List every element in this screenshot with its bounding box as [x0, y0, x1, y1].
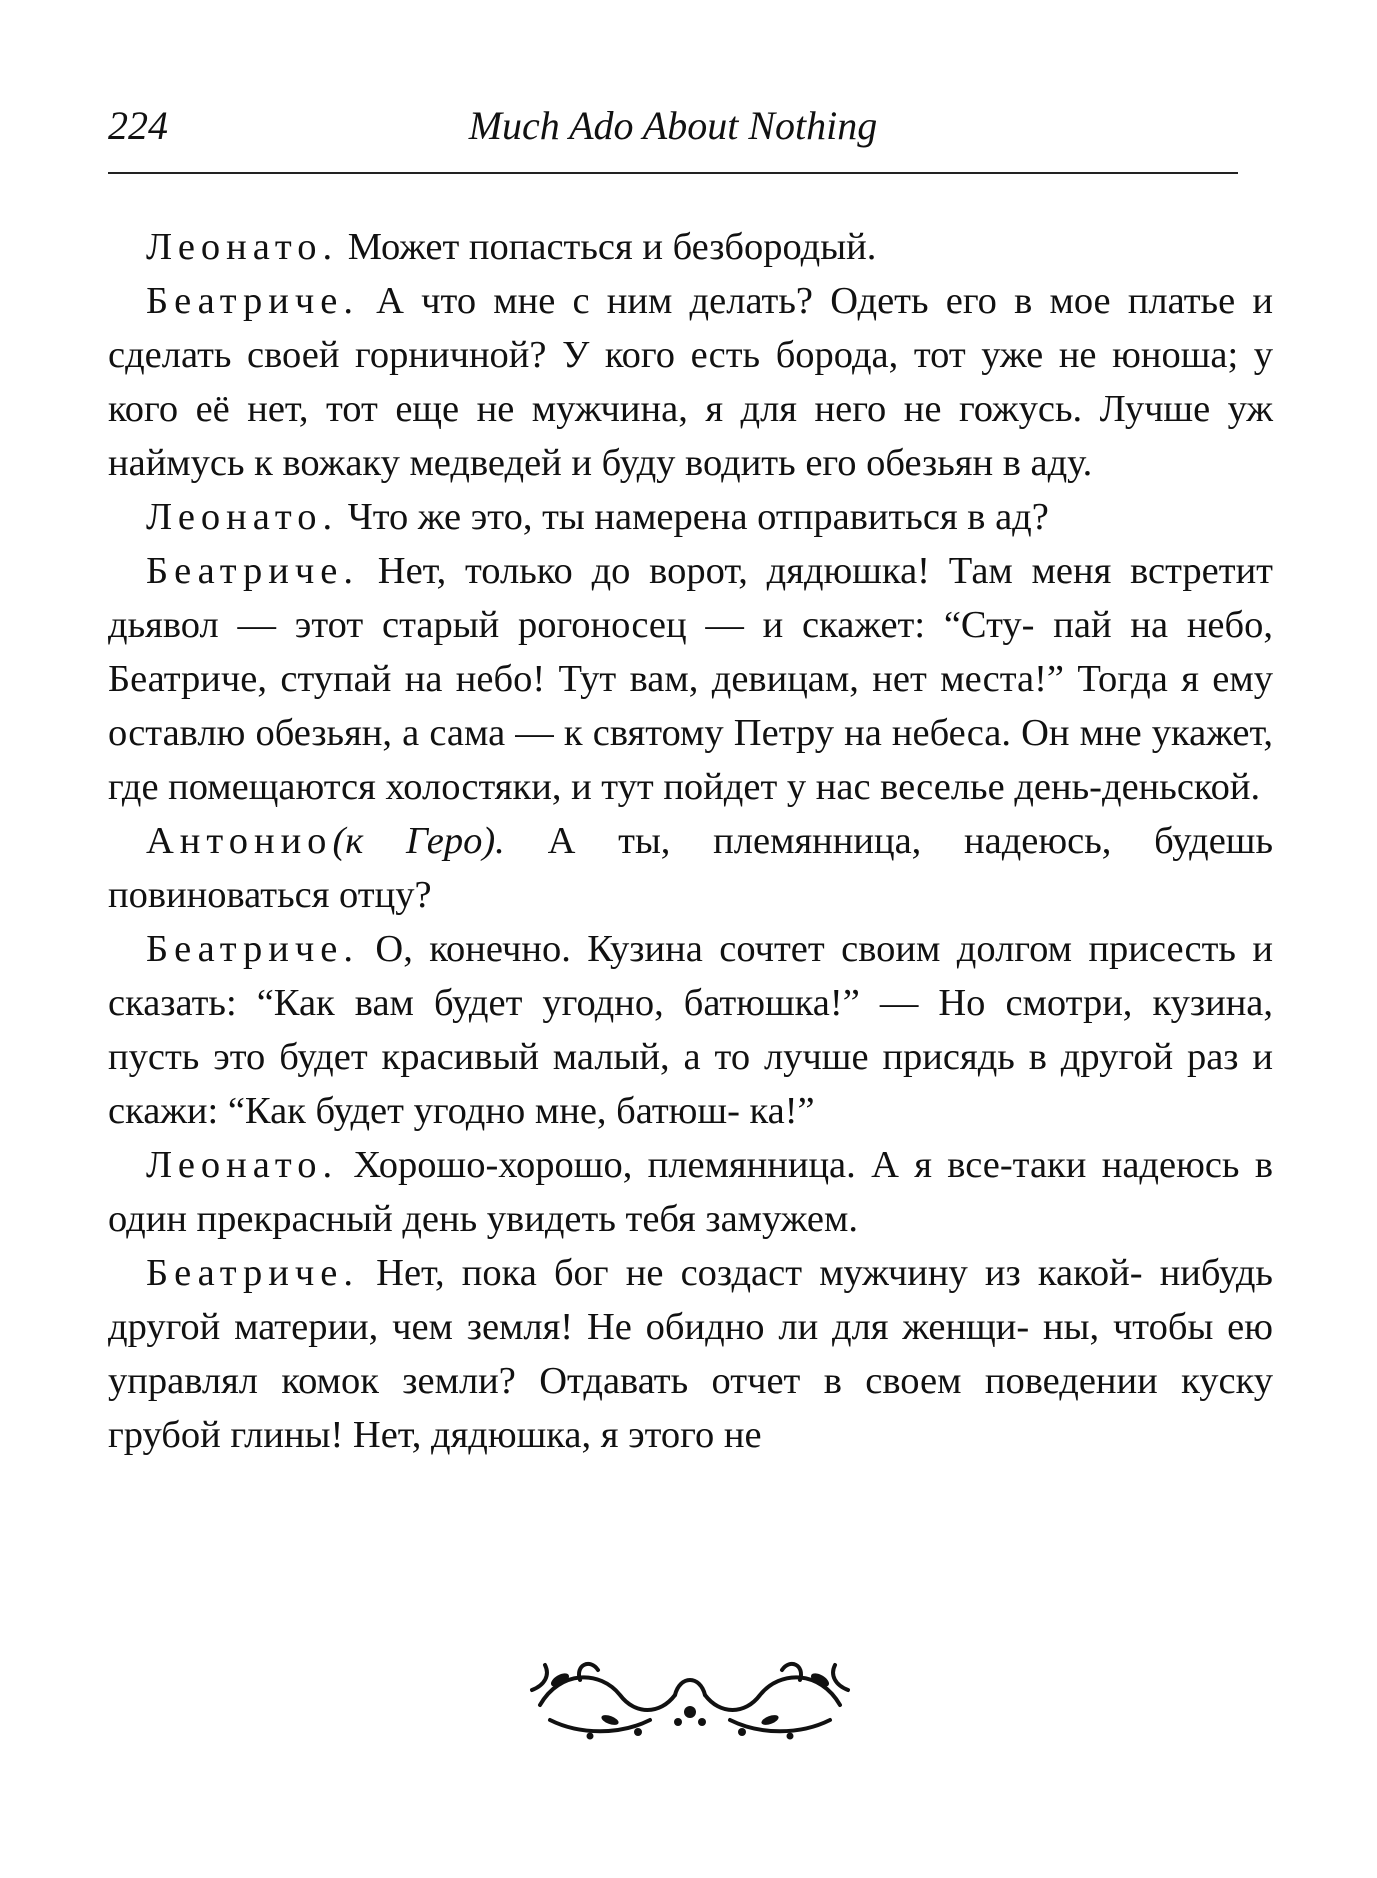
speech-line: Хорошо-хорошо, племянница. А я все-таки: [353, 1144, 1087, 1186]
speech-line: надеюсь в один прекрасный день увидеть тебя замужем.: [108, 1144, 1274, 1240]
speaker-name: Леонато.: [146, 226, 339, 268]
speech-beatrice-4: [108, 1246, 1273, 1462]
speech-line: присесть и сказать: “Как вам будет угодно, батюшка!” — Но: [108, 928, 1274, 1024]
floral-tailpiece-ornament-icon: [520, 1650, 860, 1750]
speech-line: повиноваться отцу?: [108, 874, 432, 916]
speech-leonato-2: [108, 490, 1273, 544]
page-number: 224: [108, 103, 168, 148]
speech-line: встретит дьявол — этот старый рогоносец — и скажет: “Сту-: [108, 550, 1274, 646]
speech-line: его обезьян в аду.: [805, 442, 1093, 484]
speaker-name: Леонато.: [146, 496, 339, 538]
speech-beatrice-1: [108, 274, 1273, 490]
speech-line: Что же это, ты намерена отправиться в ад?: [347, 496, 1049, 538]
speech-line: ны, чтобы ею управлял комок земли? Отдавать отчет в своем: [108, 1306, 1274, 1402]
speech-line: смотри, кузина, пусть это будет красивый малый, а то лучше: [108, 982, 1274, 1078]
speaker-name: Беатриче.: [146, 280, 359, 322]
play-text: [108, 220, 1273, 1462]
speech-leonato-1: [108, 220, 1273, 274]
speech-line: А ты, племянница, надеюсь, будешь: [547, 820, 1274, 862]
speech-leonato-3: [108, 1138, 1273, 1246]
speech-line: не юноша; у кого её нет, тот еще не мужчина, я для него не: [108, 334, 1273, 430]
speech-line: места!” Тогда я ему оставлю обезьян, а сама — к святому: [108, 658, 1274, 754]
speech-line: Нет, пока бог не создаст мужчину из какой-: [376, 1252, 1143, 1294]
speech-line: поведении куску грубой глины! Нет, дядюшка, я этого не: [108, 1360, 1273, 1456]
speaker-name: Беатриче.: [146, 550, 359, 592]
running-title: Much Ado About Nothing: [468, 103, 878, 148]
speaker-name: Леонато.: [146, 1144, 339, 1186]
page-header: [108, 92, 1238, 174]
speech-line: платье и сделать своей горничной? У кого есть борода, тот уже: [108, 280, 1273, 376]
speaker-name: Антонио: [146, 820, 333, 862]
speech-line: ка!”: [749, 1090, 815, 1132]
speech-line: Нет, только до ворот, дядюшка! Там меня: [377, 550, 1112, 592]
speech-antonio-1: [108, 814, 1273, 922]
stage-direction: (к Геро).: [332, 820, 505, 862]
speech-line: пай на небо, Беатриче, ступай на небо! Тут вам, девицам, нет: [108, 604, 1273, 700]
speech-line: и тут пойдет у нас веселье день-деньской.: [571, 766, 1261, 808]
speech-line: О, конечно. Кузина сочтет своим долгом: [375, 928, 1073, 970]
speaker-name: Беатриче.: [146, 1252, 359, 1294]
speech-line: нибудь другой материи, чем земля! Не обидно ли для женщи-: [108, 1252, 1273, 1348]
speech-beatrice-3: [108, 922, 1273, 1138]
speaker-name: Беатриче.: [146, 928, 359, 970]
speech-line: Может попасться и безбородый.: [347, 226, 877, 268]
speech-line: присядь в другой раз и скажи: “Как будет угодно мне, батюш-: [108, 1036, 1273, 1132]
speech-line: А что мне с ним делать? Одеть его в мое: [376, 280, 1111, 322]
speech-line: гожусь. Лучше уж наймусь к вожаку медведей и буду водить: [108, 388, 1273, 484]
speech-line: Петру на небеса. Он мне укажет, где помещаются холостяки,: [108, 712, 1274, 808]
speech-beatrice-2: [108, 544, 1273, 814]
